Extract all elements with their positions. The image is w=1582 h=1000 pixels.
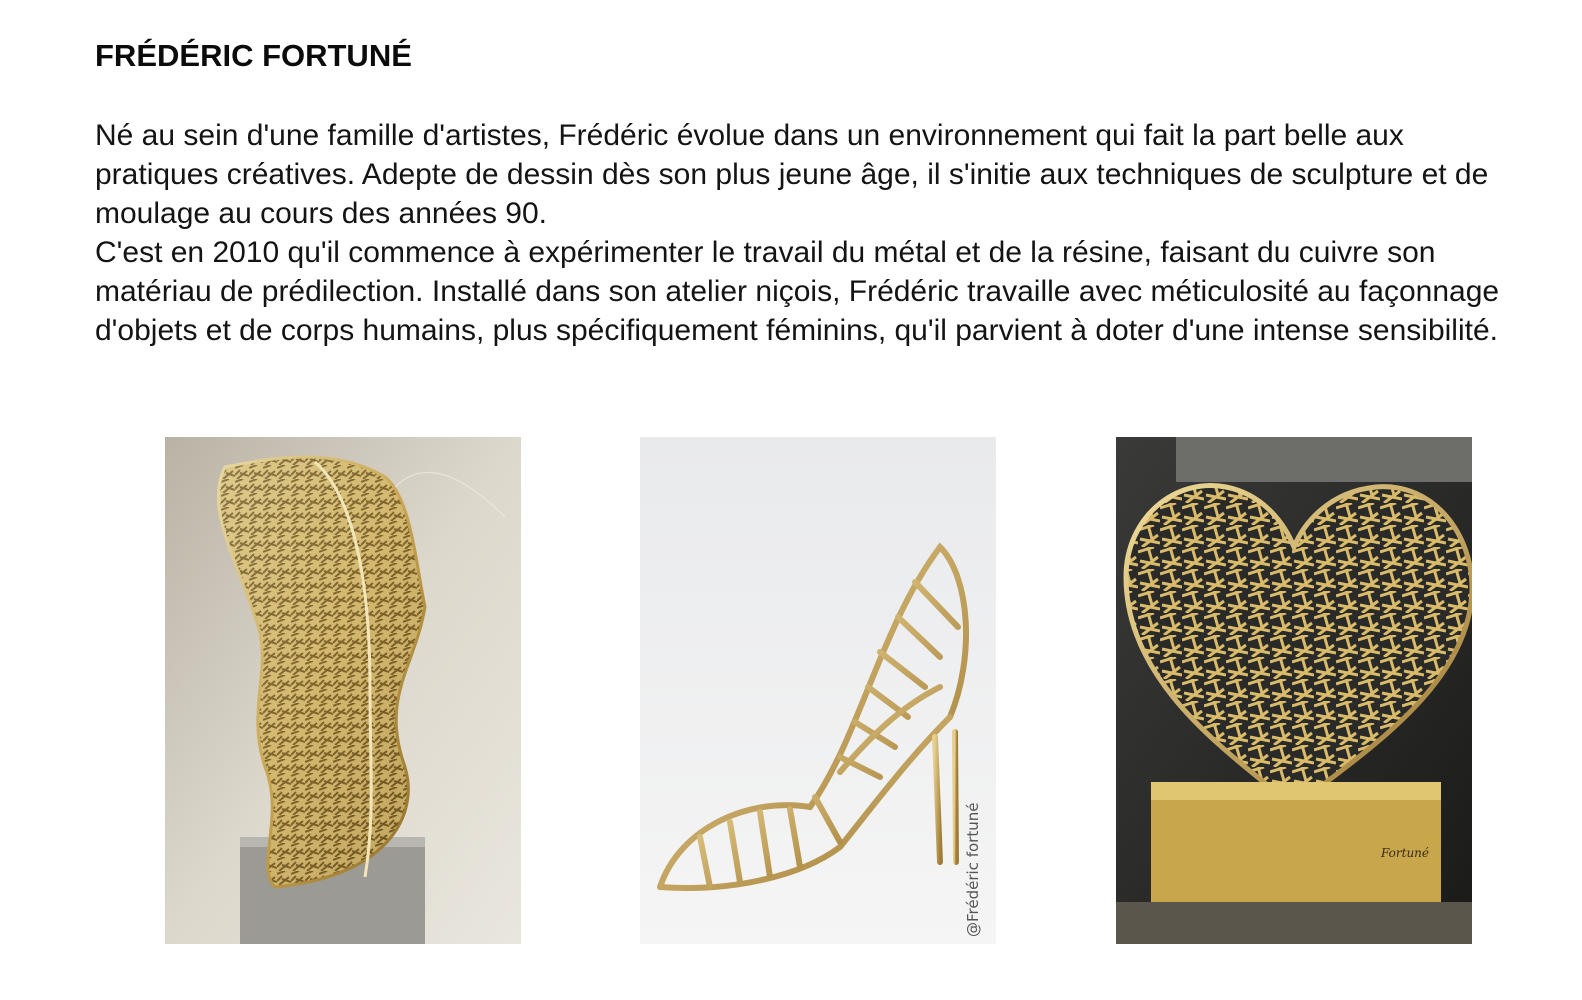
artwork-gallery [0,437,1582,945]
photo-signature: Fortuné [1381,846,1430,860]
bio-paragraph-2: C'est en 2010 qu'il commence à expérimenter le travail du métal et de la résine, faisant du cuivre son matériau de prédilection. Installé dans son atelier niçois, Frédéric travaille avec méticulosité au façonnage d'objets et de corps humains, plus spécifiquement féminins, qu'il parvient à doter d'une intense sensibilité. [95,236,1500,347]
torso-sculpture-photo [165,437,521,944]
artist-biography [95,116,1515,350]
bio-paragraph-1: Né au sein d'une famille d'artistes, Frédéric évolue dans un environnement qui fait la part belle aux pratiques créatives. Adepte de dessin dès son plus jeune âge, il s'initie aux techniques de sculpture et de moulage au cours des années 90. [95,119,1489,230]
shoe-sculpture-photo [640,437,996,944]
artist-name: FRÉDÉRIC FORTUNÉ [95,38,412,73]
heart-sculpture-photo [1116,437,1472,944]
photo-watermark: @Frédéric fortuné [964,802,982,937]
